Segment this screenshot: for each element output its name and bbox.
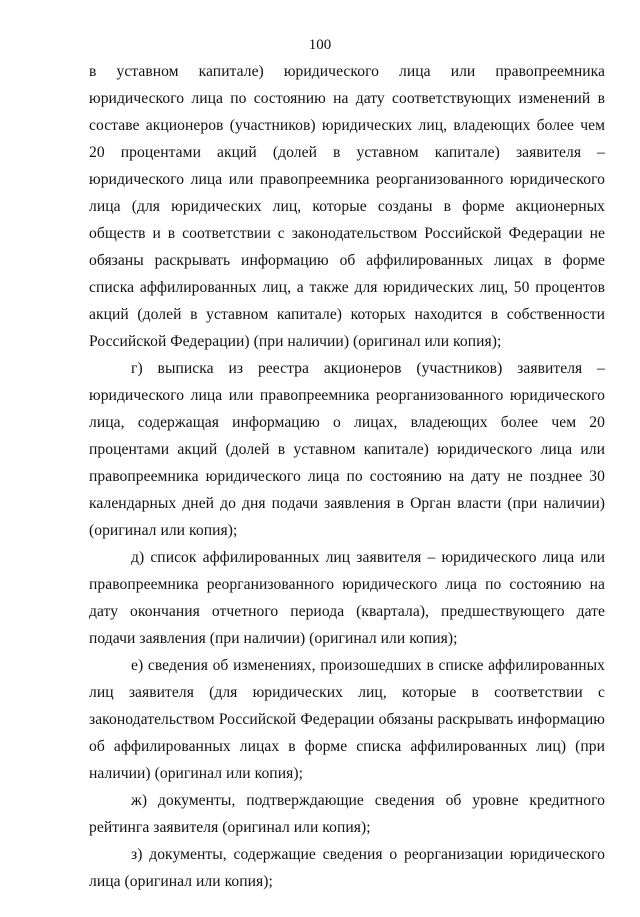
paragraph-item-g: г) выписка из реестра акционеров (участников) заявителя – юридического лица или правопреемника реорганизованного юридического лица, содержащая информацию о лицах, владеющих более чем 20 процентами акций (долей в уставном капитале) юридического лица или правопреемника юридического лица по состоянию на дату не позднее 30 календарных дней до дня подачи заявления в Орган власти (при наличии) (оригинал или копия); (89, 360, 605, 539)
paragraph-item-zh: ж) документы, подтверждающие сведения об уровне кредитного рейтинга заявителя (оригинал или копия); (89, 792, 605, 836)
paragraph-continuation: в уставном капитале) юридического лица или правопреемника юридического лица по состоянию на дату соответствующих изменений в составе акционеров (участников) юридических лиц, владеющих более чем 20 процентами акций (долей в уставном капитале) заявителя – юридического лица или правопреемника реорганизованного юридического лица (для юридических лиц, которые созданы в форме акционерных обществ и в соответствии с законодательством Российской Федерации не обязаны раскрывать информацию об аффилированных лицах в форме списка аффилированных лиц, а также для юридических лиц, 50 процентов акций (долей в уставном капитале) которых находится в собственности Российской Федерации) (при наличии) (оригинал или копия); (89, 63, 605, 350)
document-body (89, 58, 605, 895)
paragraph-item-z: з) документы, содержащие сведения о реорганизации юридического лица (оригинал или копия); (89, 846, 605, 890)
paragraph-item-d: д) список аффилированных лиц заявителя – юридического лица или правопреемника реорганизованного юридического лица по состоянию на дату окончания отчетного периода (квартала), предшествующего дате подачи заявления (при наличии) (оригинал или копия); (89, 549, 605, 647)
paragraph-item-e: е) сведения об изменениях, произошедших в списке аффилированных лиц заявителя (для юридических лиц, которые в соответствии с законодательством Российской Федерации обязаны раскрывать информацию об аффилированных лицах в форме списка аффилированных лиц) (при наличии) (оригинал или копия); (89, 657, 605, 782)
page-number: 100 (308, 37, 332, 53)
